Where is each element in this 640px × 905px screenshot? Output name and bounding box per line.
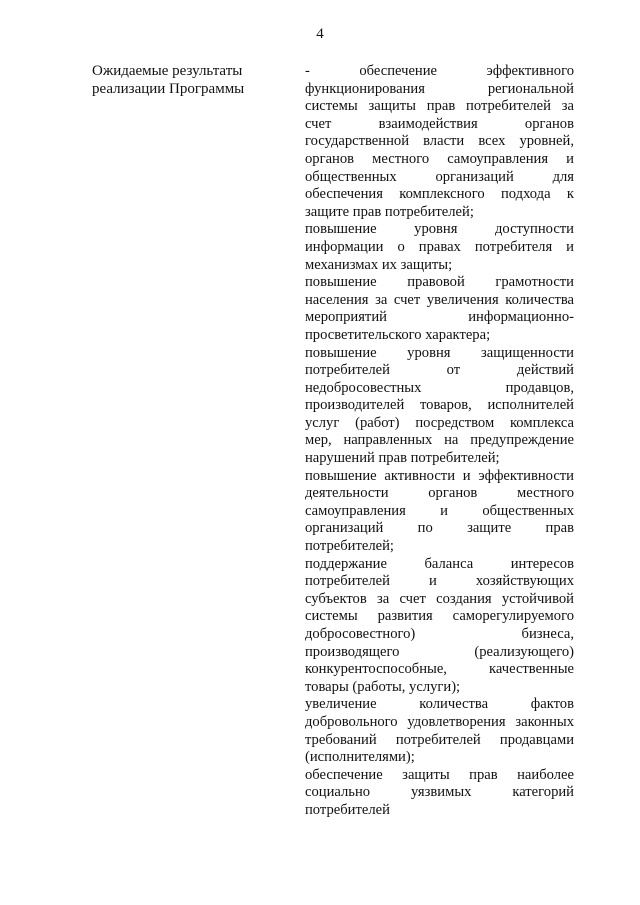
section-label-line: Ожидаемые результаты xyxy=(92,63,243,79)
text-line: организаций по защите прав xyxy=(305,520,574,537)
text-line: потребителей от действий xyxy=(305,362,574,379)
text-line: добровольного удовлетворения законных xyxy=(305,713,574,730)
text-line: производящего (реализующего) xyxy=(305,643,574,660)
text-line: нарушений прав потребителей; xyxy=(305,450,500,467)
text-line: системы защиты прав потребителей за xyxy=(305,98,574,115)
text-line: - обеспечение эффективного xyxy=(305,63,574,79)
text-line: механизмах их защиты; xyxy=(305,256,453,273)
text-line: социально уязвимых категорий xyxy=(305,784,574,801)
text-line: мер, направленных на предупреждение xyxy=(305,432,574,449)
text-line: повышение активности и эффективности xyxy=(305,467,574,484)
text-line: потребителей; xyxy=(305,538,394,555)
text-line: счет взаимодействия органов xyxy=(305,115,574,132)
text-line: товары (работы, услуги); xyxy=(305,678,461,695)
text-line: функционирования региональной xyxy=(305,80,574,97)
text-line: обеспечения комплексного подхода к xyxy=(305,186,574,203)
text-line: (исполнителями); xyxy=(305,749,415,766)
text-line: самоуправления и общественных xyxy=(305,502,574,519)
text-line: населения за счет увеличения количества xyxy=(305,291,574,308)
text-line: повышение правовой грамотности xyxy=(305,274,574,291)
text-line: поддержание баланса интересов xyxy=(305,555,574,572)
text-line: органов местного самоуправления и xyxy=(305,150,574,167)
text-line: информации о правах потребителя и xyxy=(305,238,574,255)
text-line: конкурентоспособные, качественные xyxy=(305,661,574,678)
text-line: потребителей xyxy=(305,801,390,818)
text-line: повышение уровня защищенности xyxy=(305,344,574,361)
text-line: защите прав потребителей; xyxy=(305,203,474,220)
text-line: недобросовестных продавцов, xyxy=(305,379,574,396)
text-line: повышение уровня доступности xyxy=(305,221,574,238)
text-line: общественных организаций для xyxy=(305,168,574,185)
text-line: субъектов за счет создания устойчивой xyxy=(305,590,574,607)
text-line: добросовестного) бизнеса, xyxy=(305,626,574,642)
text-line: услуг (работ) посредством комплекса xyxy=(305,414,574,431)
text-line: государственной власти всех уровней, xyxy=(305,133,574,150)
text-line: обеспечение защиты прав наиболее xyxy=(305,766,574,783)
text-line: мероприятий информационно- xyxy=(305,309,574,326)
page-number: 4 xyxy=(316,26,324,42)
section-label xyxy=(92,63,282,98)
text-line: деятельности органов местного xyxy=(305,485,574,502)
expected-results-text xyxy=(305,63,574,820)
text-line: увеличение количества фактов xyxy=(305,696,574,713)
text-line: системы развития саморегулируемого xyxy=(305,608,574,625)
section-label-line: реализации Программы xyxy=(92,80,245,97)
text-line: производителей товаров, исполнителей xyxy=(305,397,574,414)
text-line: потребителей и хозяйствующих xyxy=(305,573,574,590)
text-line: просветительского характера; xyxy=(305,326,491,343)
text-line: требований потребителей продавцами xyxy=(305,731,574,748)
